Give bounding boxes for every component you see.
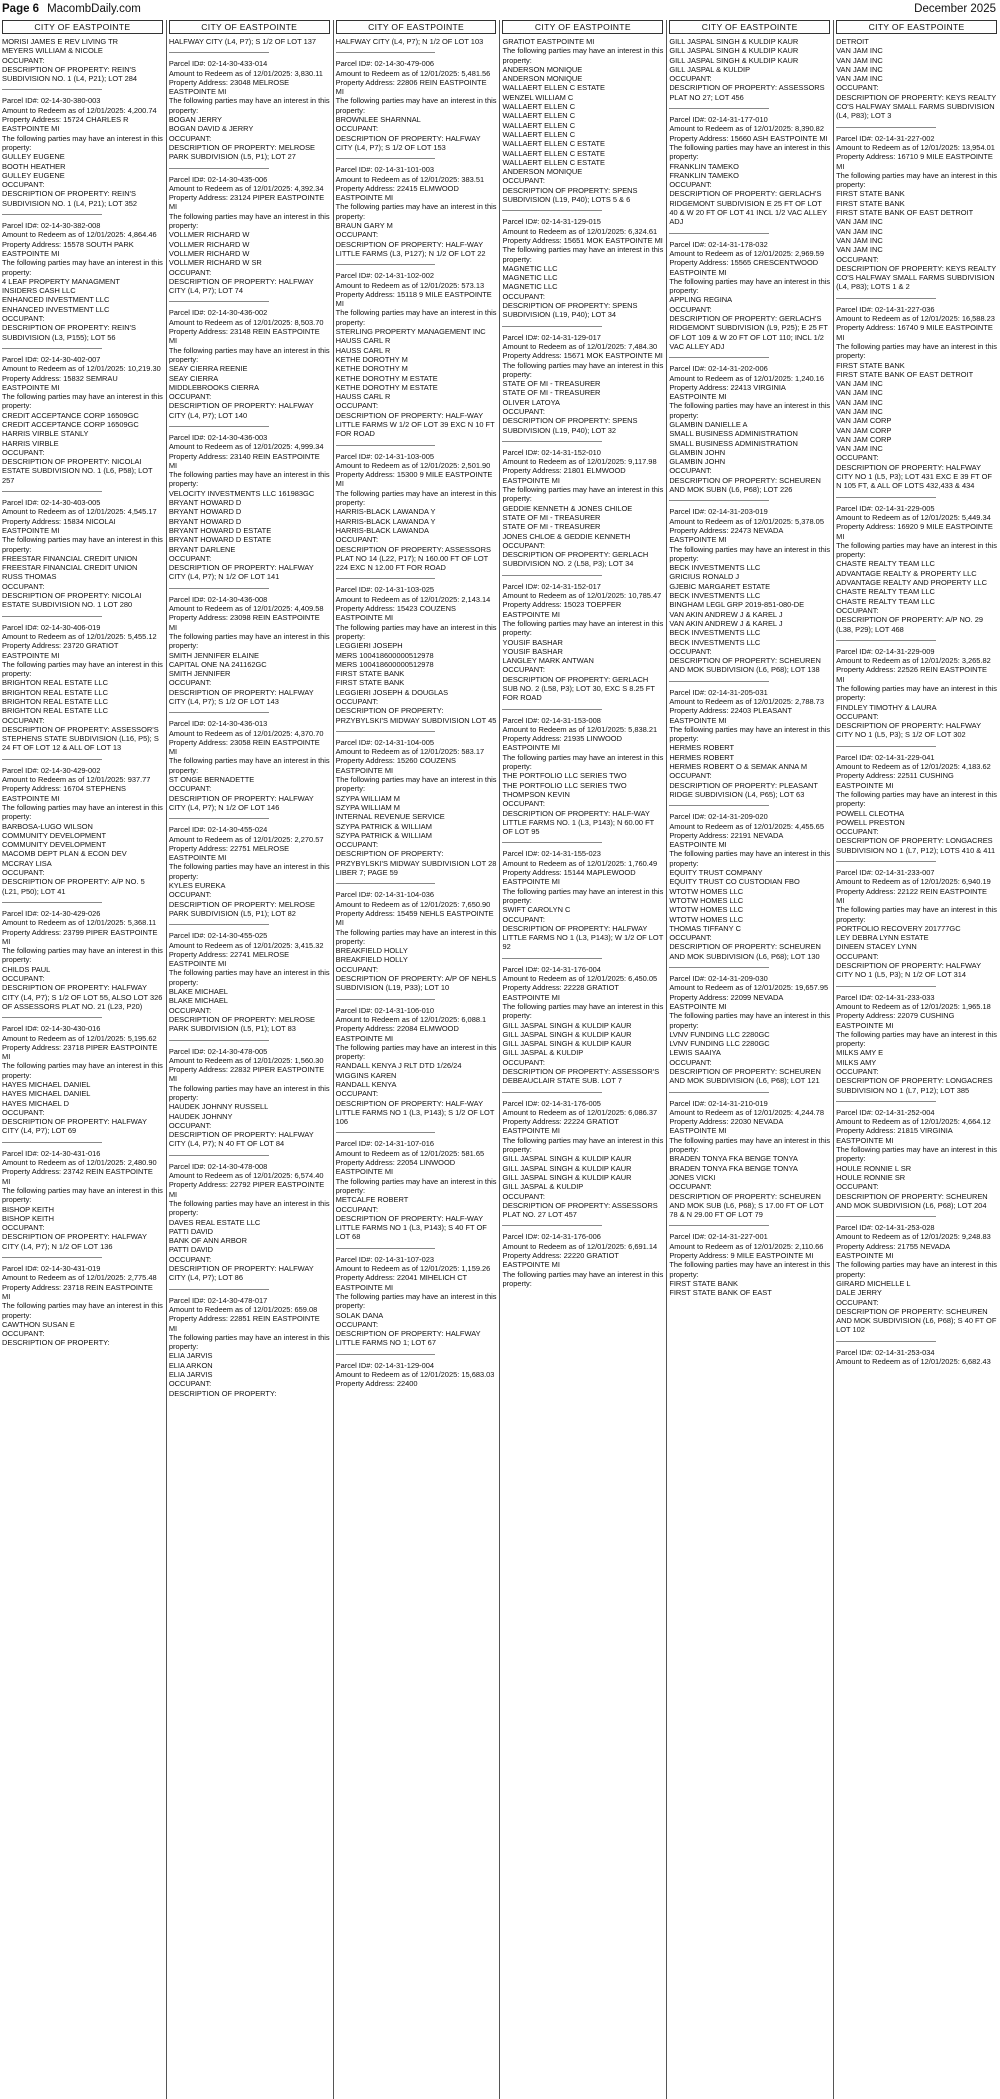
entry-divider <box>836 746 936 747</box>
entry-divider <box>2 214 102 215</box>
parcel-notice: GILL JASPAL SINGH & KULDIP KAUR GILL JASPAL SINGH & KULDIP KAUR GILL JASPAL SINGH & KULDIP KAUR GILL JASPAL & KULDIP OCCUPANT: DESCRIPTION OF PROPERTY: ASSESSORS PLAT NO 27; LOT 456 <box>669 37 825 102</box>
parcel-notice: Parcel ID#: 02-14-31-104-036 Amount to Redeem as of 12/01/2025: 7,650.90 Property Address: 15459 NEHLS EASTPOINTE MI The following parties may have an interest in this property: BREAKFIELD HOLLY BREAKFIELD HOLLY OCCUPANT: DESCRIPTION OF PROPERTY: A/P OF NEHLS SUBDIVISION (L19, P33); LOT 10 <box>335 890 497 993</box>
entry-divider <box>336 731 436 732</box>
parcel-notice: Parcel ID#: 02-14-30-455-025 Amount to Redeem as of 12/01/2025: 3,415.32 Property Address: 22741 MELROSE EASTPOINTE MI The following parties may have an interest in this property: BLAKE MICHAEL BLAKE MICHAEL OCCUPANT: DESCRIPTION OF PROPERTY: MELROSE PARK SUBDIVISION (L5, P1); LOT 83 <box>168 931 330 1034</box>
parcel-notice: Parcel ID#: 02-14-31-152-010 Amount to Redeem as of 12/01/2025: 9,117.98 Property Address: 21801 ELMWOOD EASTPOINTE MI The following parties may have an interest in this property: GEDDIE KENNETH & JONES CHILOE STATE OF MI - TREASURER STATE OF MI - TREASURER JONES CHLOE & GEDDIE KENNETH OCCUPANT: DESCRIPTION OF PROPERTY: GERLACH SUBDIVISION NO. 2 (L58, P3); LOT 34 <box>502 447 664 569</box>
parcel-notice: Parcel ID#: 02-14-30-403-005 Amount to Redeem as of 12/01/2025: 4,545.17 Property Address: 15834 NICOLAI EASTPOINTE MI The following parties may have an interest in this property: FREESTAR FINANCIAL CREDIT UNION FREESTAR FINANCIAL CREDIT UNION RUSS THOMAS OCCUPANT: DESCRIPTION OF PROPERTY: NICOLAI ESTATE SUBDIVISION NO. 1 LOT 280 <box>2 498 163 610</box>
parcel-notice: Parcel ID#: 02-14-31-107-016 Amount to Redeem as of 12/01/2025: 581.65 Property Address: 22054 LINWOOD EASTPOINTE MI The following parties may have an interest in this property: METCALFE ROBERT OCCUPANT: DESCRIPTION OF PROPERTY: HALF-WAY LITTLE FARMS NO 1 (L3, P143); S 40 FT OF LOT 68 <box>335 1139 497 1242</box>
parcel-notice: Parcel ID#: 02-14-30-382-008 Amount to Redeem as of 12/01/2025: 4,864.46 Property Address: 15578 SOUTH PARK EASTPOINTE MI The following parties may have an interest in this property: 4 LEAF PROPERTY MANAGMENT INSIDERS CASH LLC ENHANCED INVESTMENT LLC ENHANCED INVESTMENT LLC OCCUPANT: DESCRIPTION OF PROPERTY: REIN'S SUBDIVISION (L3, P155); LOT 56 <box>2 221 163 342</box>
notice-column <box>500 20 667 2099</box>
entry-divider <box>669 233 769 234</box>
entry-divider <box>836 497 936 498</box>
entry-divider <box>169 924 269 925</box>
parcel-notice: Parcel ID#: 02-14-31-252-004 Amount to Redeem as of 12/01/2025: 4,664.12 Property Address: 21815 VIRGINIA EASTPOINTE MI The following parties may have an interest in this property: HOULE RONNIE L SR HOULE RONNIE SR OCCUPANT: DESCRIPTION OF PROPERTY: SCHEUREN AND MOK SUBDIVISION (L6, P68); LOT 204 <box>836 1107 997 1210</box>
entry-divider <box>169 1155 269 1156</box>
entry-divider <box>336 158 436 159</box>
entry-divider <box>669 1225 769 1226</box>
entry-divider <box>336 883 436 884</box>
parcel-notice: Parcel ID#: 02-14-30-433-014 Amount to Redeem as of 12/01/2025: 3,830.11 Property Address: 23048 MELROSE EASTPOINTE MI The following parties may have an interest in this property: BOGAN JERRY BOGAN DAVID & JERRY OCCUPANT: DESCRIPTION OF PROPERTY: MELROSE PARK SUBDIVISION (L5, P1); LOT 27 <box>168 59 330 162</box>
notice-column <box>834 20 1000 2099</box>
parcel-notice: DETROIT VAN JAM INC VAN JAM INC VAN JAM INC VAN JAM INC OCCUPANT: DESCRIPTION OF PROPERTY: KEYS REALTY CO'S HALFWAY SMALL FARMS SUBDIVISION (L4, P83); LOT 3 <box>836 37 997 121</box>
notice-column <box>0 20 167 2099</box>
entry-divider <box>169 168 269 169</box>
entry-divider <box>502 1092 602 1093</box>
notice-column <box>167 20 334 2099</box>
parcel-notice: Parcel ID#: 02-14-31-152-017 Amount to Redeem as of 12/01/2025: 10,785.47 Property Address: 15023 TOEPFER EASTPOINTE MI The following parties may have an interest in this property: YOUSIF BASHAR YOUSIF BASHAR LANGLEY MARK ANTWAN OCCUPANT: DESCRIPTION OF PROPERTY: GERLACH SUB NO. 2 (L58, P3); LOT 30, EXC S 8.25 FT FOR ROAD <box>502 581 664 703</box>
entry-divider <box>336 1354 436 1355</box>
column-header: CITY OF EASTPOINTE <box>336 20 497 34</box>
parcel-notice: Parcel ID#: 02-14-31-229-005 Amount to Redeem as of 12/01/2025: 5,449.34 Property Address: 16920 9 MILE EASTPOINTE MI The following parties may have an interest in this property: CHASTE REALTY TEAM LLC ADVANTAGE REALTY & PROPERTY LLC ADVANTAGE REALTY AND PROPERTY LLC CHASTE REALTY TEAM LLC CHASTE REALTY TEAM LLC OCCUPANT: DESCRIPTION OF PROPERTY: A/P NO. 29 (L38, P29); LOT 468 <box>836 503 997 634</box>
entry-divider <box>169 818 269 819</box>
entry-divider <box>336 1132 436 1133</box>
entry-divider <box>669 967 769 968</box>
entry-divider <box>2 616 102 617</box>
entry-divider <box>2 759 102 760</box>
parcel-notice: Parcel ID#: 02-14-30-478-008 Amount to Redeem as of 12/01/2025: 6,574.40 Property Address: 22792 PIPER EASTPOINTE MI The following parties may have an interest in this property: DAVES REAL ESTATE LLC PATTI DAVID BANK OF ANN ARBOR PATTI DAVID OCCUPANT: DESCRIPTION OF PROPERTY: HALFWAY CITY (L4, P7); LOT 86 <box>168 1161 330 1283</box>
page-number: Page 6 <box>2 3 40 15</box>
parcel-notice: Parcel ID#: 02-14-30-478-017 Amount to Redeem as of 12/01/2025: 659.08 Property Address: 22851 REIN EASTPOINTE MI The following parties may have an interest in this property: ELIA JARVIS ELIA ARKON ELIA JARVIS OCCUPANT: DESCRIPTION OF PROPERTY: <box>168 1295 330 1398</box>
parcel-notice: Parcel ID#: 02-14-31-203-019 Amount to Redeem as of 12/01/2025: 5,378.05 Property Address: 22473 NEVADA EASTPOINTE MI The following parties may have an interest in this property: BECK INVESTMENTS LLC GRICIUS RONALD J GJEBIC MARGARET ESTATE BECK INVESTMENTS LLC BINGHAM LEGL GRP 2019-851-080-DE VAN AKIN ANDREW J & KAREL J VAN AKIN ANDREW J & KAREL J BECK INVESTMENTS LLC BECK INVESTMENTS LLC OCCUPANT: DESCRIPTION OF PROPERTY: SCHEUREN AND MOK SUBDIVISION (L6, P68); LOT 138 <box>669 507 831 675</box>
masthead <box>0 0 1000 18</box>
entry-divider <box>502 842 602 843</box>
parcel-notice: Parcel ID#: 02-14-30-435-006 Amount to Redeem as of 12/01/2025: 4,392.34 Property Address: 23124 PIPER EASTPOINTE MI The following parties may have an interest in this property: VOLLMER RICHARD W VOLLMER RICHARD W VOLLMER RICHARD W VOLLMER RICHARD W SR OCCUPANT: DESCRIPTION OF PROPERTY: HALFWAY CITY (L4, P7); LOT 74 <box>168 174 330 296</box>
parcel-notice: Parcel ID#: 02-14-31-229-009 Amount to Redeem as of 12/01/2025: 3,265.82 Property Address: 22526 REIN EASTPOINTE MI The following parties may have an interest in this property: FINDLEY TIMOTHY & LAURA OCCUPANT: DESCRIPTION OF PROPERTY: HALFWAY CITY NO 1 (L5, P3); S 1/2 OF LOT 302 <box>836 646 997 740</box>
notice-column <box>334 20 501 2099</box>
entry-divider <box>669 805 769 806</box>
entry-divider <box>502 958 602 959</box>
parcel-notice: Parcel ID#: 02-14-30-380-003 Amount to Redeem as of 12/01/2025: 4,200.74 Property Address: 15724 CHARLES R EASTPOINTE MI The following parties may have an interest in this property: GULLEY EUGENE BOOTH HEATHER GULLEY EUGENE OCCUPANT: DESCRIPTION OF PROPERTY: REIN'S SUBDIVISION NO. 1 (L4, P21); LOT 352 <box>2 96 163 208</box>
entry-divider <box>502 326 602 327</box>
entry-divider <box>836 298 936 299</box>
column-header: CITY OF EASTPOINTE <box>502 20 663 34</box>
parcel-notice: Parcel ID#: 02-14-31-229-041 Amount to Redeem as of 12/01/2025: 4,183.62 Property Address: 22511 CUSHING EASTPOINTE MI The following parties may have an interest in this property: POWELL CLEOTHA POWELL PRESTON OCCUPANT: DESCRIPTION OF PROPERTY: LONGACRES SUBDIVISION NO 1 (L7, P12); LOTS 410 & 411 <box>836 752 997 855</box>
parcel-notice: Parcel ID#: 02-14-31-176-004 Amount to Redeem as of 12/01/2025: 6,450.05 Property Address: 22228 GRATIOT EASTPOINTE MI The following parties may have an interest in this property: GILL JASPAL SINGH & KULDIP KAUR GILL JASPAL SINGH & KULDIP KAUR GILL JASPAL SINGH & KULDIP KAUR GILL JASPAL & KULDIP OCCUPANT: DESCRIPTION OF PROPERTY: ASSESSOR'S DEBEAUCLAIR STATE SUB. LOT 7 <box>502 964 664 1086</box>
parcel-notice: Parcel ID#: 02-14-31-177-010 Amount to Redeem as of 12/01/2025: 8,390.82 Property Address: 15660 ASH EASTPOINTE MI The following parties may have an interest in this property: FRANKLIN TAMEKO FRANKLIN TAMEKO OCCUPANT: DESCRIPTION OF PROPERTY: GERLACH'S RIDGEMONT SUBDIVISION E 25 FT OF LOT 40 & W 20 FT OF LOT 41 INCL 1/2 VAC ALLEY ADJ <box>669 115 831 227</box>
parcel-notice: Parcel ID#: 02-14-31-106-010 Amount to Redeem as of 12/01/2025: 6,088.1 Property Address: 22084 ELMWOOD EASTPOINTE MI The following parties may have an interest in this property: RANDALL KENYA J RLT DTD 1/26/24 WIGGINS KAREN RANDALL KENYA OCCUPANT: DESCRIPTION OF PROPERTY: HALF-WAY LITTLE FARMS NO 1 (L3, P143); S 1/2 OF LOT 106 <box>335 1005 497 1127</box>
parcel-notice: Parcel ID#: 02-14-30-431-019 Amount to Redeem as of 12/01/2025: 2,775.48 Property Address: 23718 REIN EASTPOINTE MI The following parties may have an interest in this property: CAWTHON SUSAN E OCCUPANT: DESCRIPTION OF PROPERTY: <box>2 1264 163 1348</box>
parcel-notice: HALFWAY CITY (L4, P7); S 1/2 OF LOT 137 <box>168 37 316 46</box>
parcel-notice: Parcel ID#: 02-14-31-176-005 Amount to Redeem as of 12/01/2025: 6,086.37 Property Address: 22224 GRATIOT EASTPOINTE MI The following parties may have an interest in this property: GILL JASPAL SINGH & KULDIP KAUR GILL JASPAL SINGH & KULDIP KAUR GILL JASPAL SINGH & KULDIP KAUR GILL JASPAL & KULDIP OCCUPANT: DESCRIPTION OF PROPERTY: ASSESSORS PLAT NO. 27 LOT 457 <box>502 1098 664 1220</box>
entry-divider <box>169 588 269 589</box>
parcel-notice: Parcel ID#: 02-14-31-176-006 Amount to Redeem as of 12/01/2025: 6,691.14 Property Address: 22220 GRATIOT EASTPOINTE MI The following parties may have an interest in this property: <box>502 1232 664 1288</box>
entry-divider <box>336 999 436 1000</box>
entry-divider <box>836 1341 936 1342</box>
parcel-notice: Parcel ID#: 02-14-30-455-024 Amount to Redeem as of 12/01/2025: 2,270.57 Property Address: 22751 MELROSE EASTPOINTE MI The following parties may have an interest in this property: KYLES EUREKA OCCUPANT: DESCRIPTION OF PROPERTY: MELROSE PARK SUBDIVISION (L5, P1); LOT 82 <box>168 825 330 918</box>
entry-divider <box>336 264 436 265</box>
entry-divider <box>836 1101 936 1102</box>
parcel-notice: Parcel ID#: 02-14-30-478-005 Amount to Redeem as of 12/01/2025: 1,560.30 Property Address: 22832 PIPER EASTPOINTE MI The following parties may have an interest in this property: HAUDEK JOHNNY RUSSELL HAUDEK JOHNNY OCCUPANT: DESCRIPTION OF PROPERTY: HALFWAY CITY (L4, P7); N 40 FT OF LOT 84 <box>168 1046 330 1149</box>
entry-divider <box>836 1216 936 1217</box>
parcel-notice: Parcel ID#: 02-14-31-210-019 Amount to Redeem as of 12/01/2025: 4,244.78 Property Address: 22030 NEVADA EASTPOINTE MI The following parties may have an interest in this property: BRADEN TONYA FKA BENGE TONYA BRADEN TONYA FKA BENGE TONYA JONES VICKI OCCUPANT: DESCRIPTION OF PROPERTY: SCHEUREN AND MOK SUB (L6, P68); S 17.00 FT OF LOT 78 & N 29.00 FT OF LOT 79 <box>669 1098 831 1220</box>
entry-divider <box>669 681 769 682</box>
parcel-notice: HALFWAY CITY (L4, P7); N 1/2 OF LOT 103 <box>335 37 484 46</box>
entry-divider <box>2 1257 102 1258</box>
parcel-notice: Parcel ID#: 02-14-30-429-002 Amount to Redeem as of 12/01/2025: 937.77 Property Address: 16704 STEPHENS EASTPOINTE MI The following parties may have an interest in this property: BARBOSA-LUGO WILSON COMMUNITY DEVELOPMENT COMMUNITY DEVELOPMENT MACOMB DEPT PLAN & ECON DEV MCCRAY LISA OCCUPANT: DESCRIPTION OF PROPERTY: A/P NO. 5 (L21, P50); LOT 41 <box>2 765 163 896</box>
parcel-notice: Parcel ID#: 02-14-31-129-015 Amount to Redeem as of 12/01/2025: 6,324.61 Property Address: 15651 MOK EASTPOINTE MI The following parties may have an interest in this property: MAGNETIC LLC MAGNETIC LLC MAGNETIC LLC OCCUPANT: DESCRIPTION OF PROPERTY: SPENS SUBDIVISION (L19, P40); LOT 34 <box>502 217 664 320</box>
parcel-notice: Parcel ID#: 02-14-31-129-004 Amount to Redeem as of 12/01/2025: 15,683.03 Property Address: 22400 <box>335 1360 495 1389</box>
parcel-notice: Parcel ID#: 02-14-30-406-019 Amount to Redeem as of 12/01/2025: 5,455.12 Property Address: 23720 GRATIOT EASTPOINTE MI The following parties may have an interest in this property: BRIGHTON REAL ESTATE LLC BRIGHTON REAL ESTATE LLC BRIGHTON REAL ESTATE LLC BRIGHTON REAL ESTATE LLC OCCUPANT: DESCRIPTION OF PROPERTY: ASSESSOR'S STEPHENS STATE SUBDIVISION (L16, P5); S 24 FT OF LOT 12 & ALL OF LOT 13 <box>2 622 163 753</box>
parcel-notice: Parcel ID#: 02-14-31-155-023 Amount to Redeem as of 12/01/2025: 1,760.49 Property Address: 15144 MAPLEWOOD EASTPOINTE MI The following parties may have an interest in this property: SWIFT CAROLYN C OCCUPANT: DESCRIPTION OF PROPERTY: HALFWAY LITTLE FARMS NO 1 (L3, P143); W 1/2 OF LOT 92 <box>502 849 664 952</box>
parcel-notice: Parcel ID#: 02-14-30-436-013 Amount to Redeem as of 12/01/2025: 4,370.70 Property Address: 23058 REIN EASTPOINTE MI The following parties may have an interest in this property: ST ONGE BERNADETTE OCCUPANT: DESCRIPTION OF PROPERTY: HALFWAY CITY (L4, P7); N 1/2 OF LOT 146 <box>168 719 330 812</box>
parcel-notice: Parcel ID#: 02-14-31-253-034 Amount to Redeem as of 12/01/2025: 6,682.43 <box>836 1347 991 1366</box>
notice-columns <box>0 20 1000 2099</box>
entry-divider <box>502 210 602 211</box>
entry-divider <box>836 127 936 128</box>
entry-divider <box>669 108 769 109</box>
parcel-notice: Parcel ID#: 02-14-31-233-033 Amount to Redeem as of 12/01/2025: 1,965.18 Property Address: 22079 CUSHING EASTPOINTE MI The following parties may have an interest in this property: MILKS AMY E MILKS AMY OCCUPANT: DESCRIPTION OF PROPERTY: LONGACRES SUBDIVISION NO 1 (L7, P12); LOT 385 <box>836 992 997 1095</box>
parcel-notice: Parcel ID#: 02-14-30-429-026 Amount to Redeem as of 12/01/2025: 5,368.11 Property Address: 23799 PIPER EASTPOINTE MI The following parties may have an interest in this property: CHILDS PAUL OCCUPANT: DESCRIPTION OF PROPERTY: HALFWAY CITY (L4, P7); S 1/2 OF LOT 55, ALSO LOT 326 OF ASSESSORS PLAT NO. 21 (L23, P20) <box>2 908 163 1011</box>
column-header: CITY OF EASTPOINTE <box>2 20 163 34</box>
parcel-notice: Parcel ID#: 02-14-31-104-005 Amount to Redeem as of 12/01/2025: 583.17 Property Address: 15260 COUZENS EASTPOINTE MI The following parties may have an interest in this property: SZYPA WILLIAM M SZYPA WILLIAM M INTERNAL REVENUE SERVICE SZYPA PATRICK & WILLIAM SZYPA PATRICK & WILLIAM OCCUPANT: DESCRIPTION OF PROPERTY: PRZYBYLSKI'S MIDWAY SUBDIVISION LOT 28 LIBER 7; PAGE 59 <box>335 737 497 878</box>
parcel-notice: Parcel ID#: 02-14-31-227-001 Amount to Redeem as of 12/01/2025: 2,110.66 Property Address: 9 MILE EASTPOINTE MI The following parties may have an interest in this property: FIRST STATE BANK FIRST STATE BANK OF EAST <box>669 1232 831 1298</box>
entry-divider <box>836 986 936 987</box>
parcel-notice: GRATIOT EASTPOINTE MI The following parties may have an interest in this property: ANDERSON MONIQUE ANDERSON MONIQUE WALLAERT ELLEN C ESTATE WENZEL WILLIAM C WALLAERT ELLEN C WALLAERT ELLEN C WALLAERT ELLEN C WALLAERT ELLEN C WALLAERT ELLEN C ESTATE WALLAERT ELLEN C ESTATE WALLAERT ELLEN C ESTATE ANDERSON MONIQUE OCCUPANT: DESCRIPTION OF PROPERTY: SPENS SUBDIVISION (L19, P40); LOTS 5 & 6 <box>502 37 664 205</box>
entry-divider <box>502 575 602 576</box>
column-header: CITY OF EASTPOINTE <box>169 20 330 34</box>
parcel-notice: Parcel ID#: 02-14-31-227-002 Amount to Redeem as of 12/01/2025: 13,954.01 Property Address: 16710 9 MILE EASTPOINTE MI The following parties may have an interest in this property: FIRST STATE BANK FIRST STATE BANK FIRST STATE BANK OF EAST DETROIT VAN JAM INC VAN JAM INC VAN JAM INC VAN JAM INC OCCUPANT: DESCRIPTION OF PROPERTY: KEYS REALTY CO'S HALFWAY SMALL FARMS SUBDIVISION (L4, P83); LOTS 1 & 2 <box>836 133 997 292</box>
parcel-notice: Parcel ID#: 02-14-30-436-003 Amount to Redeem as of 12/01/2025: 4,999.34 Property Address: 23140 REIN EASTPOINTE MI The following parties may have an interest in this property: VELOCITY INVESTMENTS LLC 161983GC BRYANT HOWARD D BRYANT HOWARD D BRYANT HOWARD D BRYANT HOWARD D ESTATE BRYANT HOWARD D ESTATE BRYANT DARLENE OCCUPANT: DESCRIPTION OF PROPERTY: HALFWAY CITY (L4, P7); N 1/2 OF LOT 141 <box>168 432 330 582</box>
entry-divider <box>502 441 602 442</box>
parcel-notice: Parcel ID#: 02-14-31-103-025 Amount to Redeem as of 12/01/2025: 2,143.14 Property Address: 15423 COUZENS EASTPOINTE MI The following parties may have an interest in this property: LEGGIERI JOSEPH MERS 100418600000512978 MERS 100418600000512978 FIRST STATE BANK FIRST STATE BANK LEGGIERI JOSEPH & DOUGLAS OCCUPANT: DESCRIPTION OF PROPERTY: PRZYBYLSKI'S MIDWAY SUBDIVISION LOT 45 <box>335 585 497 725</box>
notice-column <box>667 20 834 2099</box>
parcel-notice: Parcel ID#: 02-14-30-436-008 Amount to Redeem as of 12/01/2025: 4,409.58 Property Address: 23098 REIN EASTPOINTE MI The following parties may have an interest in this property: SMITH JENNIFER ELAINE CAPITAL ONE NA 241162GC SMITH JENNIFER OCCUPANT: DESCRIPTION OF PROPERTY: HALFWAY CITY (L4, P7); S 1/2 OF LOT 143 <box>168 594 330 706</box>
entry-divider <box>169 712 269 713</box>
entry-divider <box>2 348 102 349</box>
column-header: CITY OF EASTPOINTE <box>836 20 997 34</box>
parcel-notice: Parcel ID#: 02-14-31-209-030 Amount to Redeem as of 12/01/2025: 19,657.95 Property Address: 22099 NEVADA EASTPOINTE MI The following parties may have an interest in this property: LVNV FUNDING LLC 2280GC LVNV FUNDING LLC 2280GC LEWIS SAAIYA OCCUPANT: DESCRIPTION OF PROPERTY: SCHEUREN AND MOK SUBDIVISION (L6, P68); LOT 121 <box>669 974 831 1086</box>
parcel-notice: Parcel ID#: 02-14-31-227-036 Amount to Redeem as of 12/01/2025: 16,588.23 Property Address: 16740 9 MILE EASTPOINTE MI The following parties may have an interest in this property: FIRST STATE BANK FIRST STATE BANK OF EAST DETROIT VAN JAM INC VAN JAM INC VAN JAM INC VAN JAM INC VAN JAM CORP VAN JAM CORP VAN JAM CORP VAN JAM INC OCCUPANT: DESCRIPTION OF PROPERTY: HALFWAY CITY NO 1 (L5, P3); LOT 431 EXC E 39 FT OF N 105 FT, & ALL OF LOTS 432,433 & 434 <box>836 304 997 491</box>
entry-divider <box>169 301 269 302</box>
entry-divider <box>2 1017 102 1018</box>
parcel-notice: Parcel ID#: 02-14-31-253-028 Amount to Redeem as of 12/01/2025: 9,248.83 Property Address: 21755 NEVADA EASTPOINTE MI The following parties may have an interest in this property: GIRARD MICHELLE L DALE JERRY OCCUPANT: DESCRIPTION OF PROPERTY: SCHEUREN AND MOK SUBDIVISION (L6, P68); S 40 FT OF LOT 102 <box>836 1223 997 1335</box>
entry-divider <box>169 52 269 53</box>
parcel-notice: Parcel ID#: 02-14-31-202-006 Amount to Redeem as of 12/01/2025: 1,240.16 Property Address: 22413 VIRGINIA EASTPOINTE MI The following parties may have an interest in this property: GLAMBIN DANIELLE A SMALL BUSINESS ADMINISTRATION SMALL BUSINESS ADMINISTRATION GLAMBIN JOHN GLAMBIN JOHN OCCUPANT: DESCRIPTION OF PROPERTY: SCHEUREN AND MOK SUBN (L6, P68); LOT 226 <box>669 364 831 495</box>
parcel-notice: Parcel ID#: 02-14-30-430-016 Amount to Redeem as of 12/01/2025: 5,195.62 Property Address: 23718 PIPER EASTPOINTE MI The following parties may have an interest in this property: HAYES MICHAEL DANIEL HAYES MICHAEL DANIEL HAYES MICHAEL D OCCUPANT: DESCRIPTION OF PROPERTY: HALFWAY CITY (L4, P7); LOT 69 <box>2 1024 163 1136</box>
entry-divider <box>336 52 436 53</box>
entry-divider <box>836 861 936 862</box>
site-name: MacombDaily.com <box>47 3 141 15</box>
parcel-notice: Parcel ID#: 02-14-31-129-017 Amount to Redeem as of 12/01/2025: 7,484.30 Property Address: 15671 MOK EASTPOINTE MI The following parties may have an interest in this property: STATE OF MI - TREASURER STATE OF MI - TREASURER OLIVER LATOYA OCCUPANT: DESCRIPTION OF PROPERTY: SPENS SUBDIVISION (L19, P40); LOT 32 <box>502 332 664 435</box>
entry-divider <box>169 426 269 427</box>
column-header: CITY OF EASTPOINTE <box>669 20 830 34</box>
entry-divider <box>836 640 936 641</box>
entry-divider <box>169 1040 269 1041</box>
parcel-notice: Parcel ID#: 02-14-31-209-020 Amount to Redeem as of 12/01/2025: 4,455.65 Property Address: 22191 NEVADA EASTPOINTE MI The following parties may have an interest in this property: EQUITY TRUST COMPANY EQUITY TRUST CO CUSTODIAN FBO WTOTW HOMES LLC WTOTW HOMES LLC WTOTW HOMES LLC WTOTW HOMES LLC THOMAS TIFFANY C OCCUPANT: DESCRIPTION OF PROPERTY: SCHEUREN AND MOK SUBDIVISION (L6, P68); LOT 130 <box>669 812 831 961</box>
entry-divider <box>2 491 102 492</box>
parcel-notice: Parcel ID#: 02-14-31-233-007 Amount to Redeem as of 12/01/2025: 6,940.19 Property Address: 22122 REIN EASTPOINTE MI The following parties may have an interest in this property: PORTFOLIO RECOVERY 201777GC LEY DEBRA LYNN ESTATE DINEEN STACEY LYNN OCCUPANT: DESCRIPTION OF PROPERTY: HALFWAY CITY NO 1 (L5, P3); N 1/2 OF LOT 314 <box>836 868 997 980</box>
parcel-notice: Parcel ID#: 02-14-30-402-007 Amount to Redeem as of 12/01/2025: 10,219.30 Property Address: 15832 SEMRAU EASTPOINTE MI The following parties may have an interest in this property: CREDIT ACCEPTANCE CORP 16509GC CREDIT ACCEPTANCE CORP 16509GC HARRIS VIRBLE STANLY HARRIS VIRBLE OCCUPANT: DESCRIPTION OF PROPERTY: NICOLAI ESTATE SUBDIVISION NO. 1 (L6, P58); LOT 257 <box>2 354 163 485</box>
parcel-notice: Parcel ID#: 02-14-30-436-002 Amount to Redeem as of 12/01/2025: 8,503.70 Property Address: 23148 REIN EASTPOINTE MI The following parties may have an interest in this property: SEAY CIERRA REENIE SEAY CIERRA MIDDLEBROOKS CIERRA OCCUPANT: DESCRIPTION OF PROPERTY: HALFWAY CITY (L4, P7); LOT 140 <box>168 308 330 420</box>
entry-divider <box>336 1248 436 1249</box>
parcel-notice: Parcel ID#: 02-14-31-205-031 Amount to Redeem as of 12/01/2025: 2,788.73 Property Address: 22403 PLEASANT EASTPOINTE MI The following parties may have an interest in this property: HERMES ROBERT HERMES ROBERT HERMES ROBERT O & SEMAK ANNA M OCCUPANT: DESCRIPTION OF PROPERTY: PLEASANT RIDGE SUBDIVISION (L4, P65); LOT 63 <box>669 687 831 799</box>
entry-divider <box>502 709 602 710</box>
parcel-notice: Parcel ID#: 02-14-31-153-008 Amount to Redeem as of 12/01/2025: 5,838.21 Property Address: 21935 LINWOOD EASTPOINTE MI The following parties may have an interest in this property: THE PORTFOLIO LLC SERIES TWO THE PORTFOLIO LLC SERIES TWO THOMPSON KEVIN OCCUPANT: DESCRIPTION OF PROPERTY: HALF-WAY LITTLE FARMS NO. 1 (L3, P143); N 60.00 FT OF LOT 95 <box>502 715 664 837</box>
parcel-notice: Parcel ID#: 02-14-30-431-016 Amount to Redeem as of 12/01/2025: 2,480.90 Property Address: 23742 REIN EASTPOINTE MI The following parties may have an interest in this property: BISHOP KEITH BISHOP KEITH OCCUPANT: DESCRIPTION OF PROPERTY: HALFWAY CITY (L4, P7); N 1/2 OF LOT 136 <box>2 1148 163 1251</box>
parcel-notice: Parcel ID#: 02-14-31-107-023 Amount to Redeem as of 12/01/2025: 1,159.26 Property Address: 22041 MIHELICH CT EASTPOINTE MI The following parties may have an interest in this property: SOLAK DANA OCCUPANT: DESCRIPTION OF PROPERTY: HALFWAY LITTLE FARMS NO 1; LOT 67 <box>335 1254 497 1348</box>
parcel-notice: MORISI JAMES E REV LIVING TR MEYERS WILLIAM & NICOLE OCCUPANT: DESCRIPTION OF PROPERTY: REIN'S SUBDIVISION NO. 1 (L4, P21); LOT 284 <box>2 37 138 84</box>
parcel-notice: Parcel ID#: 02-14-31-103-005 Amount to Redeem as of 12/01/2025: 2,501.90 Property Address: 15300 9 MILE EASTPOINTE MI The following parties may have an interest in this property: HARRIS-BLACK LAWANDA Y HARRIS-BLACK LAWANDA Y HARRIS-BLACK LAWANDA OCCUPANT: DESCRIPTION OF PROPERTY: ASSESSORS PLAT NO 14 (L22, P17); N 160.00 FT OF LOT 224 EXC N 12.00 FT FOR ROAD <box>335 451 497 573</box>
entry-divider <box>669 1092 769 1093</box>
entry-divider <box>336 578 436 579</box>
entry-divider <box>502 1225 602 1226</box>
entry-divider <box>2 902 102 903</box>
entry-divider <box>669 500 769 501</box>
parcel-notice: Parcel ID#: 02-14-31-101-003 Amount to Redeem as of 12/01/2025: 383.51 Property Address: 22415 ELMWOOD EASTPOINTE MI The following parties may have an interest in this property: BRAUN GARY M OCCUPANT: DESCRIPTION OF PROPERTY: HALF-WAY LITTLE FARMS (L3, P127); N 1/2 OF LOT 22 <box>335 165 497 258</box>
entry-divider <box>2 89 102 90</box>
parcel-notice: Parcel ID#: 02-14-30-479-006 Amount to Redeem as of 12/01/2025: 5,481.56 Property Address: 22806 REIN EASTPOINTE MI The following parties may have an interest in this property: BROWNLEE SHARNNAL OCCUPANT: DESCRIPTION OF PROPERTY: HALFWAY CITY (L4, P7); S 1/2 OF LOT 153 <box>335 59 497 152</box>
parcel-notice: Parcel ID#: 02-14-31-102-002 Amount to Redeem as of 12/01/2025: 573.13 Property Address: 15118 9 MILE EASTPOINTE MI The following parties may have an interest in this property: STERLING PROPERTY MANAGEMENT INC HAUSS CARL R HAUSS CARL R KETHE DOROTHY M KETHE DOROTHY M KETHE DOROTHY M ESTATE KETHE DOROTHY M ESTATE HAUSS CARL R OCCUPANT: DESCRIPTION OF PROPERTY: HALF-WAY LITTLE FARMS W 1/2 OF LOT 39 EXC N 10 FT FOR ROAD <box>335 271 497 439</box>
entry-divider <box>336 445 436 446</box>
parcel-notice: Parcel ID#: 02-14-31-178-032 Amount to Redeem as of 12/01/2025: 2,969.59 Property Address: 15565 CRESCENTWOOD EASTPOINTE MI The following parties may have an interest in this property: APPLING REGINA OCCUPANT: DESCRIPTION OF PROPERTY: GERLACH'S RIDGEMONT SUBDIVISION (L9, P25); E 25 FT OF LOT 109 & W 20 FT OF LOT 110; INCL 1/2 VAC ALLEY ADJ <box>669 239 831 351</box>
issue-date: December 2025 <box>914 3 996 15</box>
entry-divider <box>669 357 769 358</box>
entry-divider <box>169 1289 269 1290</box>
entry-divider <box>2 1142 102 1143</box>
